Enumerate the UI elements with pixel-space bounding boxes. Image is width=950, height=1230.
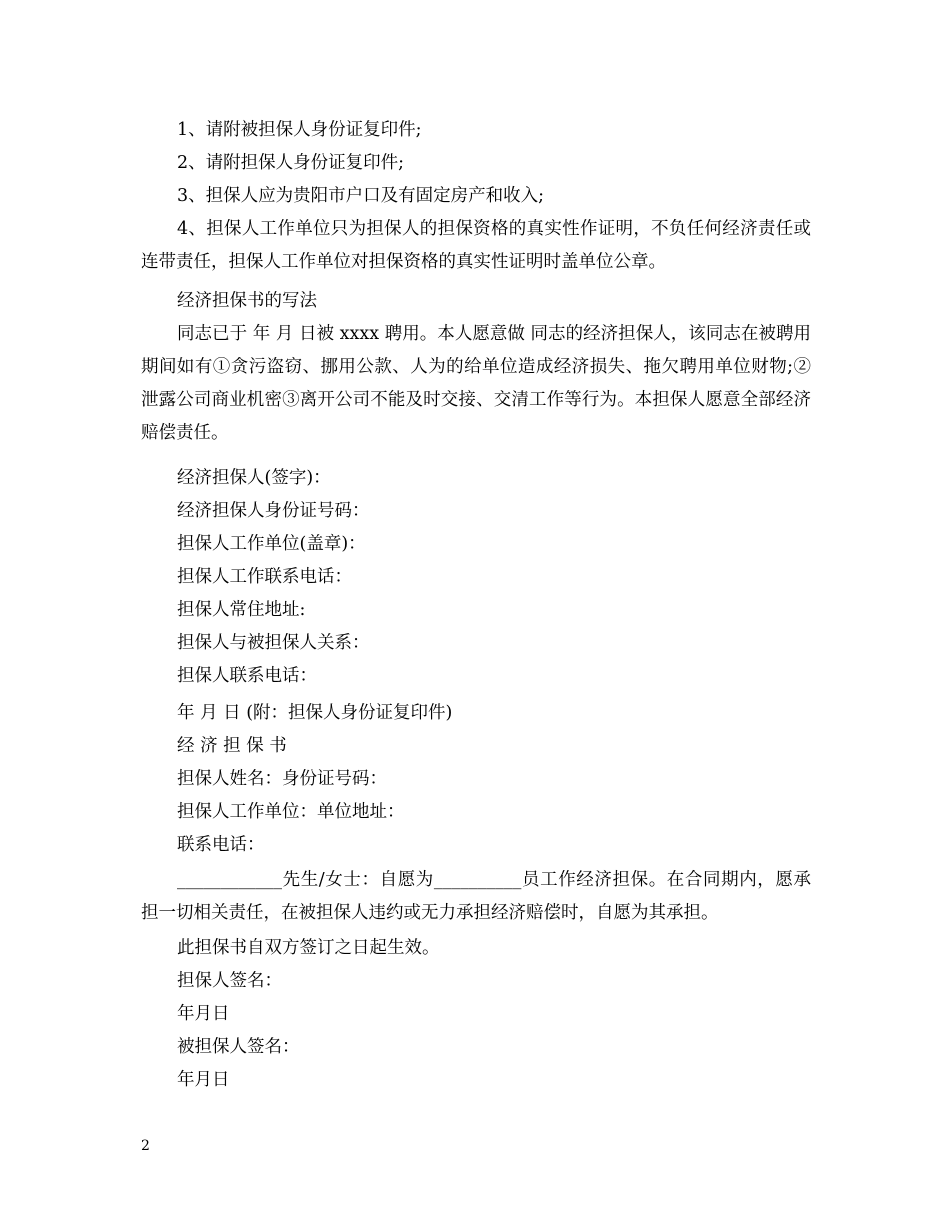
guarantor-relationship-field: 担保人与被担保人关系： — [177, 633, 370, 653]
guarantor-signature-field: 经济担保人(签字)： — [177, 468, 331, 488]
guarantor-address-field: 担保人常住地址: — [177, 600, 306, 620]
guarantee-statement: ____________先生/女士：自愿为__________员工作经济担保。在合同期内，愿承担一切相关责任，在被担保人违约或无力承担经济赔偿时，自愿为其承担。 — [141, 870, 811, 923]
guaranteed-person-sign-field: 被担保人签名： — [177, 1037, 300, 1057]
page-number: 2 — [141, 1138, 150, 1154]
note-item-4: 4、担保人工作单位只为担保人的担保资格的真实性作证明，不负任何经济责任或连带责任，担保人工作单位对担保资格的真实性证明时盖单位公章。 — [141, 219, 811, 272]
guarantor-sign-field: 担保人签名： — [177, 971, 282, 991]
guarantor-phone-field: 担保人联系电话： — [177, 666, 317, 686]
guarantor-employer-address-field: 担保人工作单位：单位地址： — [177, 802, 405, 822]
contact-phone-field: 联系电话： — [177, 835, 265, 855]
section-heading: 经济担保书的写法 — [177, 291, 317, 311]
guarantor-sign-date: 年月日 — [177, 1004, 230, 1024]
guarantor-id-number-field: 经济担保人身份证号码： — [177, 501, 370, 521]
effective-clause: 此担保书自双方签订之日起生效。 — [177, 938, 440, 958]
note-item-2: 2、请附担保人身份证复印件; — [177, 153, 405, 173]
date-attachment-line: 年 月 日 (附：担保人身份证复印件) — [177, 703, 453, 723]
note-item-3: 3、担保人应为贵阳市户口及有固定房产和收入; — [177, 186, 545, 206]
guarantee-body-paragraph: 同志已于 年 月 日被 xxxx 聘用。本人愿意做 同志的经济担保人，该同志在被聘用期间如有①贪污盗窃、挪用公款、人为的给单位造成经济损失、拖欠聘用单位财物;② 泄露公司商业机密③离开公司不能及时交接、交清工作等行为。本担保人愿意全部经济赔偿责任。 — [141, 324, 811, 443]
note-item-1: 1、请附被担保人身份证复印件; — [177, 120, 422, 140]
guarantor-employer-seal-field: 担保人工作单位(盖章)： — [177, 534, 366, 554]
guarantor-name-id-field: 担保人姓名：身份证号码： — [177, 769, 387, 789]
guarantor-work-phone-field: 担保人工作联系电话： — [177, 567, 352, 587]
document-title: 经 济 担 保 书 — [177, 736, 287, 756]
guaranteed-person-sign-date: 年月日 — [177, 1070, 230, 1090]
